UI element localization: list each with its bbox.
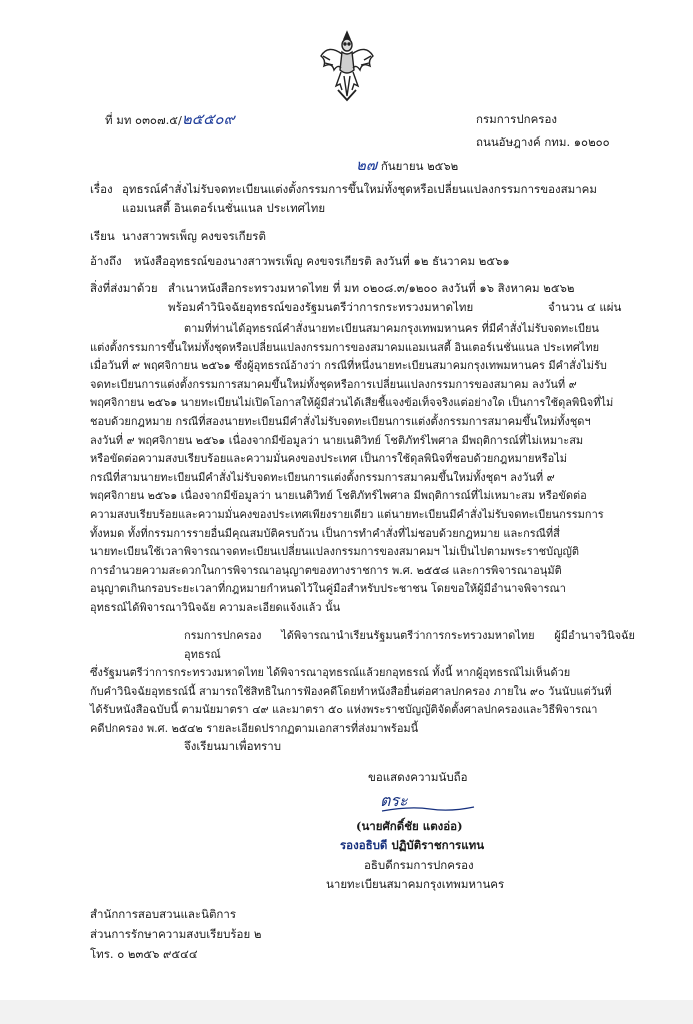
paragraph-line: กับคำวินิจฉัยอุทธรณ์นี้ สามารถใช้สิทธิในการฟ้องคดีโดยทำหนังสือยื่นต่อศาลปกครอง ภายใน ๙๐ วันนับแต่วันที่ [90,684,612,698]
subject-line-1: อุทธรณ์คำสั่งไม่รับจดทะเบียนแต่งตั้งกรรมการขึ้นใหม่ทั้งชุดหรือเปลี่ยนแปลงกรรมการของสมาคม [122,182,597,196]
date-month-year: กันยายน ๒๕๖๒ [377,159,459,173]
reference-doc-text: หนังสืออุทธรณ์ของนางสาวพรเพ็ญ คงขจรเกียรติ ลงวันที่ ๑๒ ธันวาคม ๒๕๖๑ [134,254,510,268]
paragraph-line: ตามที่ท่านได้อุทธรณ์คำสั่งนายทะเบียนสมาคมกรุงเทพมหานคร ที่มีคำสั่งไม่รับจดทะเบียน [184,322,599,335]
paragraph-line: เมื่อวันที่ ๙ พฤศจิกายน ๒๕๖๑ ซึ่งผู้อุทธรณ์อ้างว่า กรณีที่หนึ่งนายทะเบียนสมาคมกรุงเทพมหานคร มีคำสั่งไม่รับ [90,359,607,373]
paragraph-line: จดทะเบียนการแต่งตั้งกรรมการสมาคมขึ้นใหม่ทั้งชุดหรือการเปลี่ยนแปลงกรรมการของสมาคม ลงวันที่ ๙ [90,377,577,391]
signer-acting-prefix: รองอธิบดี [340,838,388,852]
signer-name: (นายศักดิ์ชัย แตงอ่อ) [356,819,463,833]
addressee-name: นางสาวพรเพ็ญ คงขจรเกียรติ [122,229,266,243]
handwritten-signature: ตระ [380,791,408,810]
handwritten-reference-number: ๒๕๕๐๙ [181,110,235,128]
footer-division: ส่วนการรักษาความสงบเรียบร้อย ๒ [90,927,262,941]
addressee-label: เรียน [90,229,115,243]
paragraph-line: อนุญาตเกินกรอบระยะเวลาที่กฎหมายกำหนดไว้ในคู่มือสำหรับประชาชน โดยขอให้ผู้มีอำนาจพิจารณา [90,582,566,596]
paragraph-line: ความสงบเรียบร้อยและความมั่นคงของประเทศเพียงรายเดียว แต่นายทะเบียนมีคำสั่งไม่รับจดทะเบียนกรรมการ [90,507,604,521]
paragraph-line: หรือขัดต่อความสงบเรียบร้อยและความมั่นคงของประเทศ เป็นการใช้ดุลพินิจที่ชอบด้วยกฎหมายหรือไม่ [90,452,567,466]
paragraph-line: อุทธรณ์ได้พิจารณาวินิจฉัย ความละเอียดแจ้งแล้ว นั้น [90,600,341,614]
paragraph-line: ลงวันที่ ๙ พฤศจิกายน ๒๕๖๑ เนื่องจากมีข้อมูลว่า นายเนติวิทย์ โชติภัทร์ไพศาล มีพฤติการณ์ที่ไม่เหมาะสม [90,433,584,447]
viewer-bottom-strip [0,1000,693,1024]
salutation: ขอแสดงความนับถือ [368,770,468,784]
signature-underline-icon [380,804,476,814]
body-paragraph-2 [90,627,635,739]
enclosure-line-1: สำเนาหนังสือกระทรวงมหาดไทย ที่ มท ๐๒๐๘.๓/๑๒๐๐ ลงวันที่ ๑๖ สิงหาคม ๒๕๖๒ [168,281,575,295]
paragraph-line: ทั้งหมด ทั้งที่กรรมการรายอื่นมีคุณสมบัติครบถ้วน เป็นการทำคำสั่งที่ไม่ชอบด้วยกฎหมาย และกรณีที่สี่ [90,526,560,540]
subject-label: เรื่อง [90,182,113,196]
paragraph-line: ซึ่งรัฐมนตรีว่าการกระทรวงมหาดไทย ได้พิจารณาอุทธรณ์แล้วยกอุทธรณ์ ทั้งนี้ หากผู้อุทธรณ์ไม่เห็นด้วย [90,666,571,680]
closing-request: จึงเรียนมาเพื่อทราบ [184,739,282,753]
paragraph-line: แต่งตั้งกรรมการขึ้นใหม่ทั้งชุดหรือเปลี่ยนแปลงกรรมการของสมาคมแอมเนสตี้ อินเตอร์เนชั่นแนล ประเทศไทย [90,340,600,354]
paragraph-line: คดีปกครอง พ.ศ. ๒๕๔๒ รายละเอียดปรากฏตามเอกสารที่ส่งมาพร้อมนี้ [90,721,419,735]
body-paragraph-1 [90,320,635,618]
enclosure-count: จำนวน ๔ แผ่น [548,300,622,314]
letter-date [356,157,458,174]
handwritten-date-day: ๒๗ [356,156,378,174]
paragraph-line: ชอบด้วยกฎหมาย กรณีที่สองนายทะเบียนมีคำสั่งไม่รับจดทะเบียนการแต่งตั้งกรรมการสมาคมขึ้นใหม่ทั้งชุดฯ [90,414,591,428]
footer-phone: โทร. ๐ ๒๓๕๖ ๙๕๔๔ [90,947,198,961]
garuda-emblem-icon [318,30,376,102]
office-name: กรมการปกครอง [476,112,557,126]
paragraph-line: พฤศจิกายน ๒๕๖๑ นายทะเบียนไม่เปิดโอกาสให้ผู้มีส่วนได้เสียชี้แจงข้อเท็จจริงแต่อย่างใด เป็นการใช้ดุลพินิจที่ไม่ [90,396,614,410]
signer-acting-title: ปฏิบัติราชการแทน [387,838,485,852]
paragraph-line: ได้รับหนังสือฉบับนี้ ตามนัยมาตรา ๔๙ และมาตรา ๕๐ แห่งพระราชบัญญัติจัดตั้งศาลปกครองและวิธีพิจารณา [90,703,598,717]
reference-doc-label: อ้างถึง [90,254,122,268]
signer-acting-line [340,837,484,853]
paragraph-line: นายทะเบียนใช้เวลาพิจารณาจดทะเบียนเปลี่ยนแปลงกรรมการของสมาคมฯ ไม่เป็นไปตามพระราชบัญญัติ [90,545,579,559]
reference-label: ที่ มท ๐๓๐๗.๕/ [105,113,182,127]
paragraph-line: พฤศจิกายน ๒๕๖๑ เนื่องจากมีข้อมูลว่า นายเนติวิทย์ โชติภัทร์ไพศาล มีพฤติการณ์ที่ไม่เหมาะสม หรือขัดต่อ [90,489,587,503]
signer-title-1: อธิบดีกรมการปกครอง [364,858,474,872]
reference-number [105,111,235,128]
office-address: ถนนอัษฎางค์ กทม. ๑๐๒๐๐ [476,135,610,149]
subject-line-2: แอมเนสตี้ อินเตอร์เนชั่นแนล ประเทศไทย [122,201,326,215]
enclosure-label: สิ่งที่ส่งมาด้วย [90,281,158,295]
enclosure-line-2: พร้อมคำวินิจฉัยอุทธรณ์ของรัฐมนตรีว่าการกระทรวงมหาดไทย [168,300,474,314]
paragraph-line: กรมการปกครอง ได้พิจารณานำเรียนรัฐมนตรีว่าการกระทรวงมหาดไทย ผู้มีอำนาจวินิจฉัยอุทธรณ์ [184,629,635,661]
paragraph-line: กรณีที่สามนายทะเบียนมีคำสั่งไม่รับจดทะเบียนการแต่งตั้งกรรมการสมาคมขึ้นใหม่ทั้งชุดฯ ลงวันที่ ๙ [90,470,555,484]
footer-office: สำนักการสอบสวนและนิติการ [90,907,237,921]
signer-title-2: นายทะเบียนสมาคมกรุงเทพมหานคร [326,877,505,891]
paragraph-line: การอำนวยความสะดวกในการพิจารณาอนุญาตของทางราชการ พ.ศ. ๒๕๕๘ และการพิจารณาอนุมัติ [90,563,562,577]
